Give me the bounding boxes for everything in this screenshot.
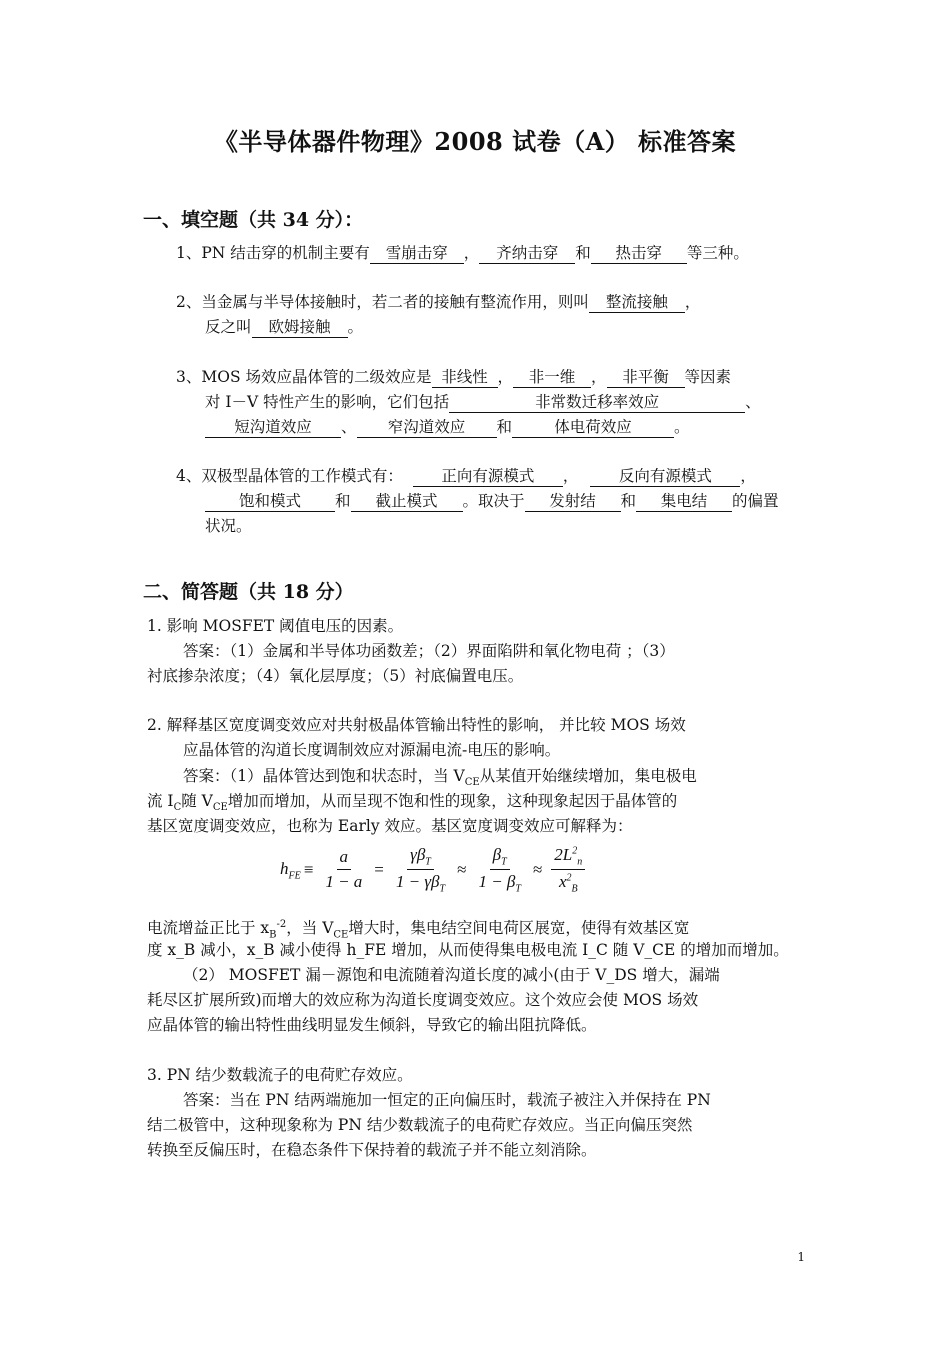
text: ， (463, 244, 480, 262)
answer-2-1-line1: 答案：（1）金属和半导体功函数差；（2）界面陷阱和氧化物电荷 ；（3） (183, 642, 675, 660)
superscript: 2 (566, 872, 572, 884)
text: 对 I－V 特性产生的影响，它们包括 (205, 393, 450, 411)
answer-2-3-line1: 答案：当在 PN 结两端施加一恒定的正向偏压时，载流子被注入并保持在 PN (183, 1091, 711, 1109)
question-1-3-line3 (205, 416, 690, 438)
subscript: FE (288, 870, 301, 882)
section-heading-short-answer: 二、简答题（共 18 分） (143, 581, 354, 603)
denominator (556, 870, 581, 894)
answer-blank: 发射结 (525, 492, 621, 512)
answer-blank: 反向有源模式 (590, 467, 740, 487)
answer-2-2-part2-line1: （2） MOSFET 漏－源饱和电流随着沟道长度的减小(由于 V_DS 增大，漏端 (183, 966, 720, 984)
text: 和 (335, 492, 351, 510)
formula-lhs (280, 859, 301, 881)
text: 的偏置 (732, 492, 779, 510)
answer-blank: 非平衡 (607, 368, 685, 388)
denominator (393, 870, 448, 894)
answer-2-3-line3: 转换至反偏压时，在稳态条件下保持着的载流子并不能立刻消除。 (147, 1141, 597, 1159)
answer-2-2-part2-line3: 应晶体管的输出特性曲线明显发生倾斜，导致它的输出阻抗降低。 (147, 1016, 597, 1034)
text: 和 (496, 418, 513, 436)
question-1-2-line1 (176, 291, 700, 313)
text: 和 (575, 244, 591, 262)
subscript: B (571, 883, 578, 895)
subscript: CE (464, 777, 480, 789)
subscript: T (425, 856, 431, 868)
text: h (280, 858, 289, 878)
text: 、 (341, 418, 357, 436)
text: 2、当金属与半导体接触时，若二者的接触有整流作用，则叫 (176, 293, 589, 311)
answer-blank: 整流接触 (589, 293, 685, 313)
text: ， (562, 467, 579, 485)
denominator (475, 870, 524, 894)
text: 电流增益正比于 x (147, 919, 270, 938)
text: 4、双极型晶体管的工作模式有： (176, 467, 403, 485)
numerator (551, 845, 585, 870)
operator: ≈ (457, 859, 467, 879)
subscript: CE (212, 802, 228, 814)
subscript: T (501, 856, 507, 868)
subscript: B (269, 929, 277, 941)
text: 增加而增加，从而呈现不饱和性的现象，这种现象起因于晶体管的 (227, 792, 678, 810)
page-number: 1 (797, 1250, 805, 1264)
question-1-4-line3: 状况。 (205, 517, 252, 535)
operator: ≈ (532, 859, 543, 879)
question-2-1: 1. 影响 MOSFET 阈值电压的因素。 (147, 617, 404, 635)
question-2-2-line1: 2. 解释基区宽度调变效应对共射极晶体管输出特性的影响， 并比较 MOS 场效 (147, 716, 686, 734)
answer-2-2-part2-line2: 耗尽区扩展所致)而增大的效应称为沟道长度调变效应。这个效应会使 MOS 场效 (147, 991, 699, 1009)
fraction-3 (475, 845, 524, 895)
hfe-formula (280, 845, 591, 895)
text: 1 − β (478, 872, 516, 892)
text: x (558, 872, 567, 892)
question-1-4-line1 (176, 465, 756, 487)
answer-blank: 截止模式 (351, 492, 463, 512)
text: 反之叫 (205, 318, 252, 336)
answer-blank: 齐纳击穿 (479, 244, 575, 264)
question-1-1 (176, 242, 749, 264)
answer-blank: 集电结 (636, 492, 732, 512)
text: 2L (554, 845, 573, 864)
denominator: 1 − a (325, 872, 363, 892)
superscript: -2 (276, 919, 287, 930)
text: 增大时，集电结空间电荷区展宽，使得有效基区宽 (348, 919, 690, 938)
text: γβ (410, 845, 426, 864)
text: 1、PN 结击穿的机制主要有 (176, 244, 370, 262)
text: 。 (674, 418, 690, 436)
answer-2-2-line3: 基区宽度调变效应，也称为 Early 效应。基区宽度调变效应可解释为： (147, 817, 633, 835)
question-2-2-line2: 应晶体管的沟道长度调制效应对源漏电流-电压的影响。 (183, 741, 561, 759)
text: 。取决于 (462, 492, 525, 510)
answer-blank: 体电荷效应 (512, 418, 674, 438)
text: 等三种。 (686, 244, 749, 262)
question-1-2-line2 (205, 316, 363, 338)
text: β (492, 845, 502, 864)
fraction-2 (393, 845, 448, 895)
subscript: n (577, 856, 583, 868)
answer-blank: 短沟道效应 (205, 418, 341, 438)
text: ，当 V (286, 919, 334, 938)
numerator: a (337, 847, 352, 870)
text: 等因素 (684, 368, 732, 386)
text: ， (684, 293, 701, 311)
question-1-3-line1 (176, 366, 731, 388)
text: 。 (347, 318, 364, 336)
superscript: 2 (572, 845, 578, 857)
answer-blank: 正向有源模式 (413, 467, 563, 487)
subscript: T (439, 883, 446, 895)
text: 和 (620, 492, 637, 510)
subscript: C (173, 802, 182, 814)
text: 从某值开始继续增加，集电极电 (479, 767, 697, 785)
answer-blank: 非线性 (432, 368, 498, 388)
answer-blank: 非常数迁移率效应 (449, 393, 745, 413)
text: ， (591, 368, 607, 386)
answer-blank: 非一维 (513, 368, 591, 388)
fraction-1 (322, 847, 365, 892)
question-2-3: 3. PN 结少数载流子的电荷贮存效应。 (147, 1066, 413, 1084)
text: ， (740, 467, 756, 485)
text: 、 (745, 393, 761, 411)
fraction-4 (551, 845, 585, 895)
subscript: T (515, 883, 521, 895)
operator: ≡ (303, 859, 314, 879)
text: ， (497, 368, 514, 386)
question-1-3-line2 (205, 391, 761, 413)
answer-2-1-line2: 衬底掺杂浓度；（4）氧化层厚度；（5）衬底偏置电压。 (147, 667, 524, 685)
text: 3、MOS 场效应晶体管的二级效应是 (176, 368, 432, 386)
page-title: 《半导体器件物理》2008 试卷（A） 标准答案 (213, 127, 737, 156)
section-heading-fill-blank: 一、填空题（共 34 分）： (143, 209, 364, 231)
answer-2-3-line2: 结二极管中，这种现象称为 PN 结少数载流子的电荷贮存效应。当正向偏压突然 (147, 1116, 693, 1134)
text: 答案：（1）晶体管达到饱和状态时，当 V (183, 767, 465, 785)
answer-blank: 欧姆接触 (252, 318, 348, 338)
numerator (407, 845, 434, 870)
answer-blank: 热击穿 (591, 244, 687, 264)
numerator (490, 845, 510, 870)
answer-2-2-line5: 度 x_B 减小，x_B 减小使得 h_FE 增加，从而使得集电极电流 I_C 随 V_CE 的增加而增加。 (147, 941, 789, 959)
answer-blank: 饱和模式 (205, 492, 335, 512)
text: 随 V (181, 792, 213, 810)
answer-blank: 窄沟道效应 (357, 418, 497, 438)
answer-blank: 雪崩击穿 (370, 244, 464, 264)
subscript: CE (333, 929, 349, 941)
operator: = (374, 859, 384, 879)
text: 流 I (147, 792, 174, 810)
question-1-4-line2 (205, 490, 779, 512)
text: 1 − γβ (395, 872, 440, 892)
